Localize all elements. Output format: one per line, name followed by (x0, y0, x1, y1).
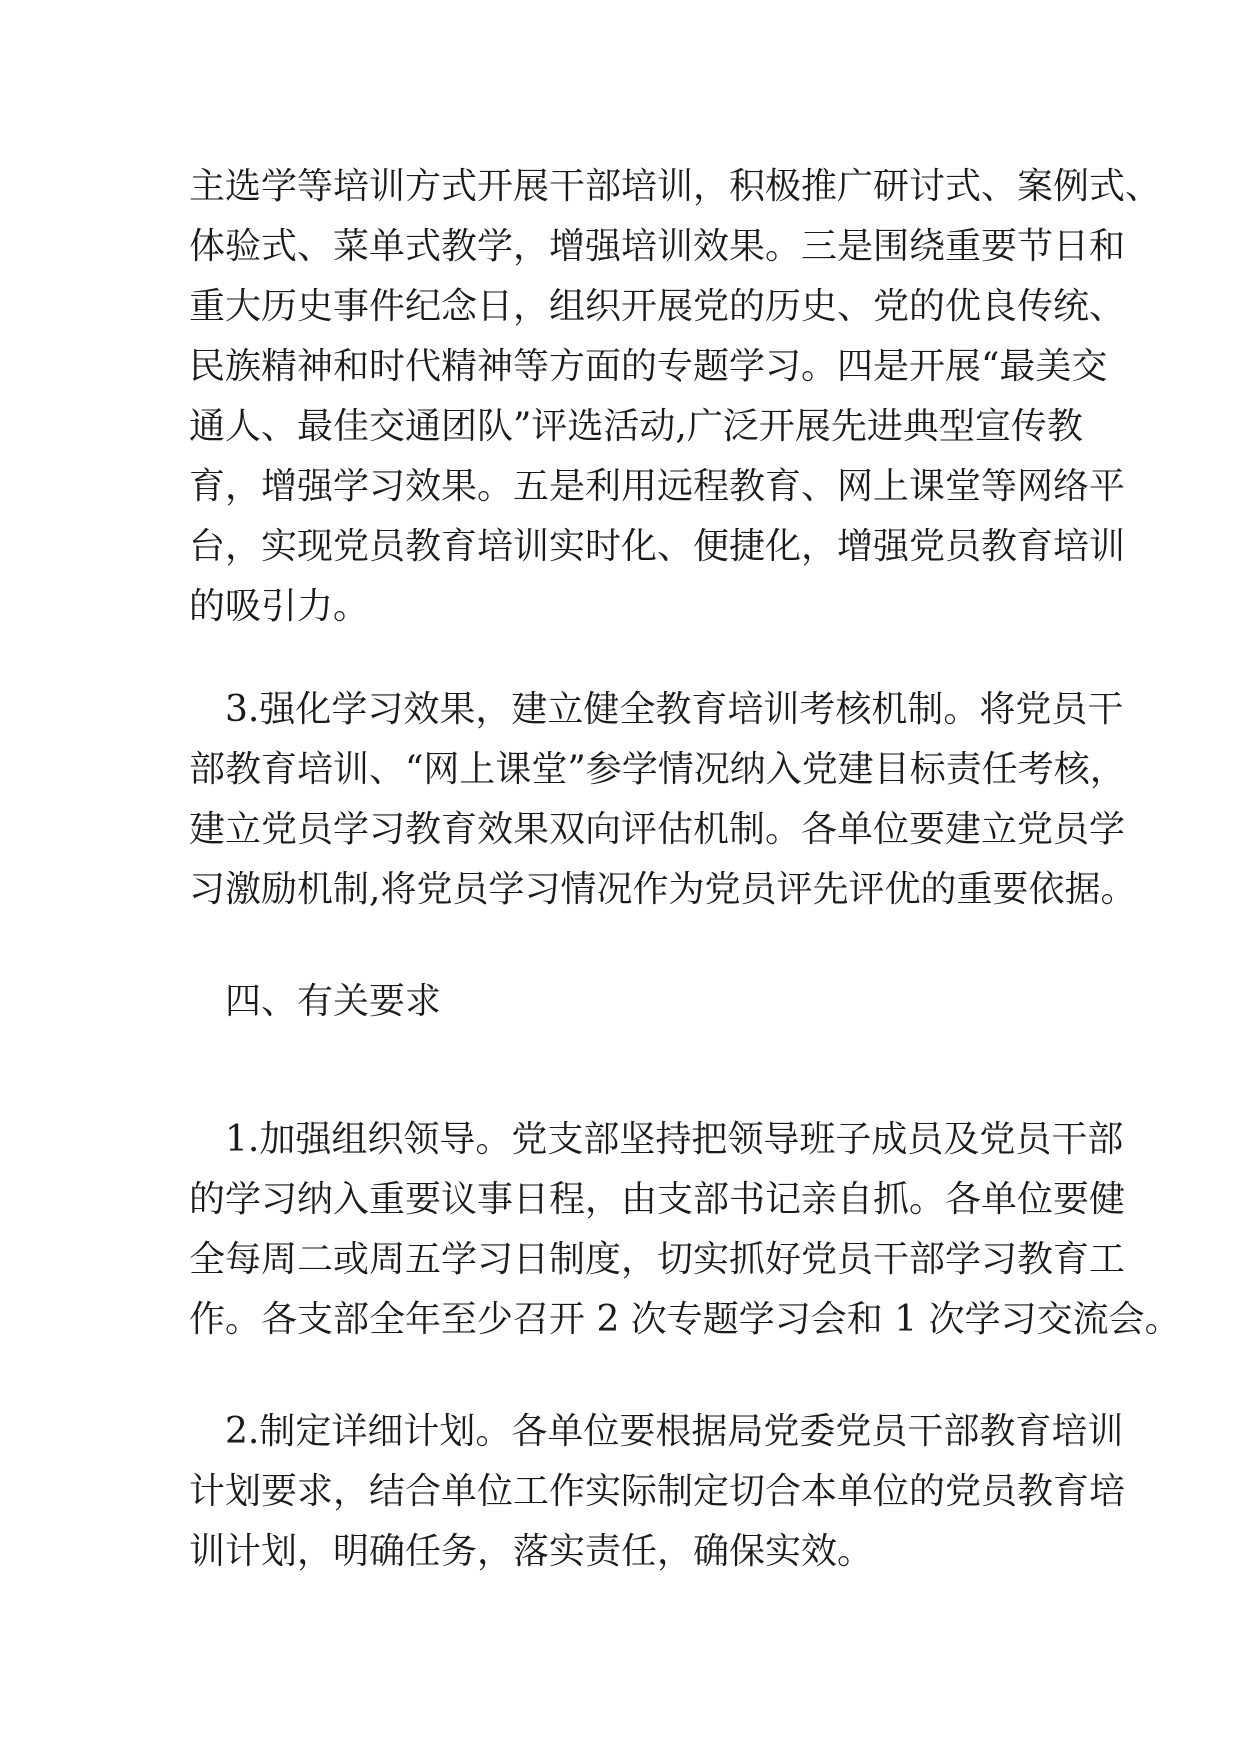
text-line: 台，实现党员教育培训实时化、便捷化，增强党员教育培训 (189, 526, 1126, 567)
paragraph-organization-leadership (189, 1110, 1181, 1350)
paragraph-assessment-mechanism (189, 680, 1137, 920)
paragraph-detailed-plan (189, 1402, 1126, 1582)
text-line: 民族精神和时代精神等方面的专题学习。四是开展“最美交 (189, 346, 1108, 387)
text-line: 计划要求，结合单位工作实际制定切合本单位的党员教育培 (189, 1471, 1126, 1512)
text-line: 3.强化学习效果，建立健全教育培训考核机制。将党员干 (225, 689, 1124, 730)
text-line: 重大历史事件纪念日，组织开展党的历史、党的优良传统、 (189, 286, 1126, 327)
text-line: 的吸引力。 (189, 586, 370, 627)
text-line: 的学习纳入重要议事日程，由支部书记亲自抓。各单位要健 (189, 1179, 1126, 1220)
heading-text: 四、有关要求 (225, 981, 442, 1022)
text-line: 主选学等培训方式开展干部培训，积极推广研讨式、案例式、 (189, 166, 1162, 207)
text-line: 建立党员学习教育效果双向评估机制。各单位要建立党员学 (189, 809, 1126, 850)
section-heading (189, 972, 1059, 1032)
text-line: 体验式、菜单式教学，增强培训效果。三是围绕重要节日和 (189, 226, 1126, 267)
text-line: 部教育培训、“网上课堂”参学情况纳入党建目标责任考核， (189, 749, 1126, 790)
text-line: 训计划，明确任务，落实责任，确保实效。 (189, 1531, 874, 1572)
text-line: 1.加强组织领导。党支部坚持把领导班子成员及党员干部 (225, 1119, 1124, 1160)
text-line: 习激励机制,将党员学习情况作为党员评先评优的重要依据。 (189, 869, 1137, 910)
text-line: 育，增强学习效果。五是利用远程教育、网上课堂等网络平 (189, 466, 1126, 507)
paragraph-training-methods (189, 157, 1162, 637)
text-line: 全每周二或周五学习日制度，切实抓好党员干部学习教育工 (189, 1239, 1126, 1280)
text-line: 2.制定详细计划。各单位要根据局党委党员干部教育培训 (225, 1411, 1124, 1452)
text-line: 通人、最佳交通团队”评选活动,广泛开展先进典型宣传教 (189, 406, 1083, 447)
text-line: 作。各支部全年至少召开 2 次专题学习会和 1 次学习交流会。 (189, 1299, 1181, 1340)
